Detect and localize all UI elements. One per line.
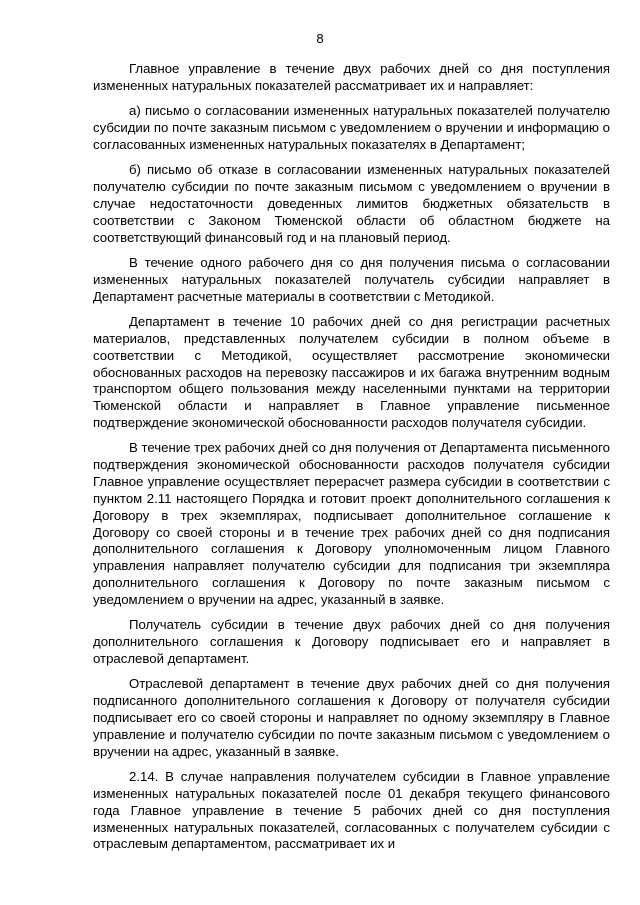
- paragraph-calc-materials: В течение одного рабочего дня со дня получения письма о согласовании измененных натуральных показателей получатель субсидии направляет в Департамент расчетные материалы в соответствии с Методикой.: [93, 254, 610, 304]
- paragraph-branch-department: Отраслевой департамент в течение двух рабочих дней со дня получения подписанного дополнительного соглашения к Договору от получателя субсидии подписывает его со своей стороны и направляет по одному экземпляру в Главное управление и получателю субсидии по почте заказным письмом с уведомлением о вручении на адрес, указанный в заявке.: [93, 676, 610, 759]
- document-body: [93, 61, 610, 862]
- paragraph-recalculation: В течение трех рабочих дней со дня получения от Департамента письменного подтверждения экономической обоснованности расходов получателя субсидии Главное управление осуществляет перерасчет размера субсидии в соответствии с пунктом 2.11 настоящего Порядка и готовит проект дополнительного соглашения к Договору в трех экземплярах, подписывает дополнительное соглашение к Договору со своей стороны и в течение трех рабочих дней со дня подписания дополнительного соглашения к Договору уполномоченным лицом Главного управления направляет получателю субсидии для подписания три экземпляра дополнительного соглашения к Договору по почте заказным письмом с уведомлением о вручении на адрес, указанный в заявке.: [93, 440, 610, 607]
- paragraph-department-review: Департамент в течение 10 рабочих дней со дня регистрации расчетных материалов, представленных получателем субсидии в полном объеме в соответствии с Методикой, осуществляет рассмотрение экономически обоснованных расходов на перевозку пассажиров и их багажа внутренним водным транспортом общего пользования между населенными пунктами на территории Тюменской области и направляет в Главное управление письменное подтверждение экономической обоснованности расходов получателя субсидии.: [93, 313, 610, 431]
- paragraph-item-b: б) письмо об отказе в согласовании измененных натуральных показателей получателю субсидии по почте заказным письмом с уведомлением о вручении в случае недостаточности доведенных лимитов бюджетных обязательств в соответствии с Законом Тюменской области об областном бюджете на соответствующий финансовый год и на плановый период.: [93, 162, 610, 245]
- page-number: 8: [316, 31, 324, 46]
- paragraph-recipient-signs: Получатель субсидии в течение двух рабочих дней со дня получения дополнительного соглашения к Договору подписывает его и направляет в отраслевой департамент.: [93, 617, 610, 666]
- paragraph-clause-2-14: 2.14. В случае направления получателем субсидии в Главное управление измененных натуральных показателей после 01 декабря текущего финансового года Главное управление в течение 5 рабочих дней со дня поступления измененных натуральных показателей, согласованных с получателем субсидии с отраслевым департаментом, рассматривает их и: [93, 769, 610, 852]
- paragraph-item-a: а) письмо о согласовании измененных натуральных показателей получателю субсидии по почте заказным письмом с уведомлением о вручении и информацию о согласованных измененных натуральных показателях в Департамент;: [93, 103, 610, 152]
- paragraph-main-intro: Главное управление в течение двух рабочих дней со дня поступления измененных натуральных показателей рассматривает их и направляет:: [93, 61, 610, 93]
